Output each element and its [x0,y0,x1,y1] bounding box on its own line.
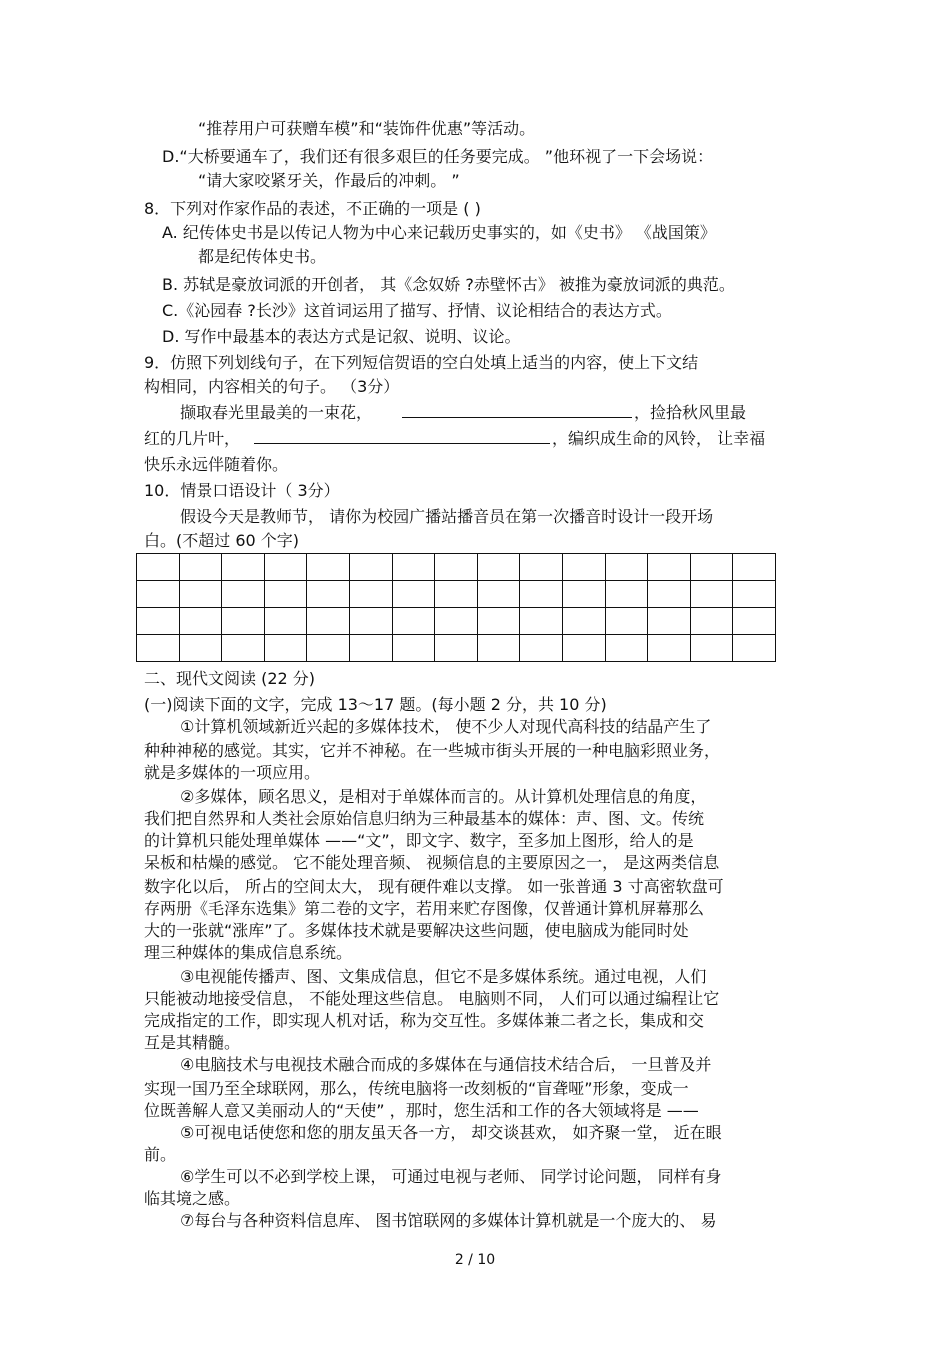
answer-grid-cell[interactable] [477,635,520,662]
question-10-prompt-continuation: 白。(不超过 60 个字) [144,531,300,550]
answer-grid-cell[interactable] [392,554,435,581]
answer-grid-cell[interactable] [349,581,392,608]
q9-sentence-part-2: ，捡拾秋风里最 [634,403,747,422]
answer-grid-cell[interactable] [477,554,520,581]
answer-grid-cell[interactable] [690,635,733,662]
answer-grid-cell[interactable] [733,581,776,608]
paragraph-6-line: ⑥学生可以不必到学校上课， 可通过电视与老师、 同学讨论问题， 同样有身 [180,1167,722,1186]
answer-grid-cell[interactable] [605,635,648,662]
answer-grid-cell[interactable] [179,581,222,608]
answer-grid-cell[interactable] [392,608,435,635]
paragraph-2-line: 大的一张就“涨库”了。多媒体技术就是要解决这些问题，使电脑成为能同时处 [144,921,689,940]
answer-grid-cell[interactable] [648,635,691,662]
paragraph-2-line: 理三种媒体的集成信息系统。 [144,943,353,962]
q9-sentence-line-3: 快乐永远伴随着你。 [144,455,289,474]
answer-grid-cell[interactable] [392,635,435,662]
answer-grid-cell[interactable] [562,635,605,662]
answer-grid-cell[interactable] [648,581,691,608]
q8-option-a: A. 纪传体史书是以传记人物为中心来记载历史事实的，如《史书》 《战国策》 [162,223,716,242]
paragraph-7-line: ⑦每台与各种资料信息库、 图书馆联网的多媒体计算机就是一个庞大的、 易 [180,1211,717,1230]
paragraph-2-line: 我们把自然界和人类社会原始信息归纳为三种最基本的媒体：声、图、文。传统 [144,809,705,828]
answer-grid-cell[interactable] [605,608,648,635]
fill-blank-1[interactable] [402,402,632,418]
answer-grid-cell[interactable] [733,608,776,635]
question-10: 10．情景口语设计（ 3分） [144,481,340,500]
answer-grid-cell[interactable] [562,581,605,608]
answer-grid-cell[interactable] [349,554,392,581]
answer-grid-cell[interactable] [520,635,563,662]
answer-grid-cell[interactable] [222,608,265,635]
answer-grid-cell[interactable] [733,635,776,662]
answer-grid-cell[interactable] [307,581,350,608]
answer-grid-cell[interactable] [264,554,307,581]
answer-grid[interactable] [136,553,776,662]
answer-grid-cell[interactable] [222,635,265,662]
answer-grid-cell[interactable] [137,554,180,581]
answer-grid-cell[interactable] [477,608,520,635]
question-9: 9．仿照下列划线句子，在下列短信贺语的空白处填上适当的内容，使上下文结 [144,353,699,372]
answer-grid-cell[interactable] [435,608,478,635]
answer-grid-cell[interactable] [349,608,392,635]
answer-grid-cell[interactable] [690,608,733,635]
answer-grid-cell[interactable] [137,608,180,635]
paragraph-1-line: 种种神秘的感觉。其实，它并不神秘。在一些城市街头开展的一种电脑彩照业务， [144,741,721,760]
answer-grid-cell[interactable] [690,581,733,608]
answer-grid-cell[interactable] [179,554,222,581]
answer-grid-cell[interactable] [648,554,691,581]
answer-grid-cell[interactable] [520,608,563,635]
answer-grid-row [137,608,776,635]
answer-grid-cell[interactable] [477,581,520,608]
paragraph-5-line: 前。 [144,1145,177,1164]
answer-grid-cell[interactable] [520,581,563,608]
answer-grid-cell[interactable] [349,635,392,662]
q9-sentence-part-4: ，编织成生命的风铃， 让幸福 [552,429,766,448]
paragraph-6-line: 临其境之感。 [144,1189,241,1208]
paragraph-2-line: 存两册《毛泽东选集》第二卷的文字，若用来贮存图像，仅普通计算机屏幕那么 [144,899,705,918]
option-d-continuation: “请大家咬紧牙关，作最后的冲刺。 ” [198,171,460,190]
answer-grid-cell[interactable] [605,554,648,581]
question-8: 8．下列对作家作品的表述，不正确的一项是 ( ) [144,199,481,218]
answer-grid-cell[interactable] [137,581,180,608]
option-c-continuation: “推荐用户可获赠车模”和“装饰件优惠”等活动。 [198,119,536,138]
answer-grid-cell[interactable] [137,635,180,662]
q9-sentence-line-2 [144,428,765,450]
q9-sentence-line-1 [180,402,746,424]
answer-grid-cell[interactable] [264,635,307,662]
paragraph-5-line: ⑤可视电话使您和您的朋友虽天各一方， 却交谈甚欢， 如齐聚一堂， 近在眼 [180,1123,722,1142]
answer-grid-cell[interactable] [520,554,563,581]
paragraph-2-line: 呆板和枯燥的感觉。 它不能处理音频、 视频信息的主要原因之一， 是这两类信息 [144,853,720,872]
page-number: 2 / 10 [454,1252,496,1268]
q8-option-c: C.《沁园春 ?长沙》这首词运用了描写、抒情、议论相结合的表达方式。 [162,301,672,320]
paragraph-4-line: 位既善解人意又美丽动人的“天使” ，那时，您生活和工作的各大领域将是 —— [144,1101,699,1120]
answer-grid-cell[interactable] [222,554,265,581]
answer-grid-cell[interactable] [264,581,307,608]
answer-grid-cell[interactable] [690,554,733,581]
reading-instructions: (一)阅读下面的文字，完成 13～17 题。(每小题 2 分，共 10 分) [144,695,607,714]
paragraph-3-line: ③电视能传播声、图、文集成信息，但它不是多媒体系统。通过电视，人们 [180,967,707,986]
answer-grid-cell[interactable] [179,635,222,662]
question-10-prompt: 假设今天是教师节， 请你为校园广播站播音员在第一次播音时设计一段开场 [180,507,714,526]
fill-blank-2[interactable] [254,428,550,444]
answer-grid-row [137,635,776,662]
paragraph-3-line: 完成指定的工作，即实现人机对话，称为交互性。多媒体兼二者之长，集成和交 [144,1011,705,1030]
answer-grid-cell[interactable] [264,608,307,635]
question-9-continuation: 构相同，内容相关的句子。 （3分） [144,377,400,396]
answer-grid-cell[interactable] [648,608,691,635]
answer-grid-cell[interactable] [435,581,478,608]
answer-grid-cell[interactable] [307,554,350,581]
answer-grid-cell[interactable] [222,581,265,608]
paragraph-2-line: 的计算机只能处理单媒体 ——“文”，即文字、数字，至多加上图形，给人的是 [144,831,694,850]
answer-grid-cell[interactable] [435,635,478,662]
answer-grid-row [137,554,776,581]
section-2-heading: 二、现代文阅读 (22 分) [144,669,316,688]
answer-grid-cell[interactable] [179,608,222,635]
paragraph-2-line: 数字化以后， 所占的空间太大， 现有硬件难以支撑。 如一张普通 3 寸高密软盘可 [144,877,724,896]
paragraph-4-line: ④电脑技术与电视技术融合而成的多媒体在与通信技术结合后， 一旦普及并 [180,1055,712,1074]
answer-grid-cell[interactable] [435,554,478,581]
answer-grid-cell[interactable] [392,581,435,608]
answer-grid-cell[interactable] [307,608,350,635]
answer-grid-cell[interactable] [733,554,776,581]
q8-option-a-continuation: 都是纪传体史书。 [198,247,327,266]
paragraph-2-line: ②多媒体，顾名思义，是相对于单媒体而言的。从计算机处理信息的角度， [180,787,707,806]
answer-grid-cell[interactable] [307,635,350,662]
q8-option-d: D. 写作中最基本的表达方式是记叙、说明、议论。 [162,327,521,346]
paragraph-3-line: 只能被动地接受信息， 不能处理这些信息。 电脑则不同， 人们可以通过编程让它 [144,989,720,1008]
q8-option-b: B. 苏轼是豪放词派的开创者， 其《念奴娇 ?赤壁怀古》 被推为豪放词派的典范。 [162,275,735,294]
q9-sentence-part-3: 红的几片叶， [144,429,241,448]
paragraph-1-line: ①计算机领域新近兴起的多媒体技术， 使不少人对现代高科技的结晶产生了 [180,717,712,736]
answer-grid-row [137,581,776,608]
paragraph-1-line: 就是多媒体的一项应用。 [144,763,321,782]
answer-grid-cell[interactable] [562,608,605,635]
option-d: D.“大桥要通车了，我们还有很多艰巨的任务要完成。 ”他环视了一下会场说： [162,147,714,166]
paragraph-3-line: 互是其精髓。 [144,1033,241,1052]
answer-grid-cell[interactable] [605,581,648,608]
paragraph-4-line: 实现一国乃至全球联网，那么，传统电脑将一改刻板的“盲聋哑”形象，变成一 [144,1079,689,1098]
q9-sentence-part-1: 撷取春光里最美的一束花， [180,403,373,422]
answer-grid-cell[interactable] [562,554,605,581]
